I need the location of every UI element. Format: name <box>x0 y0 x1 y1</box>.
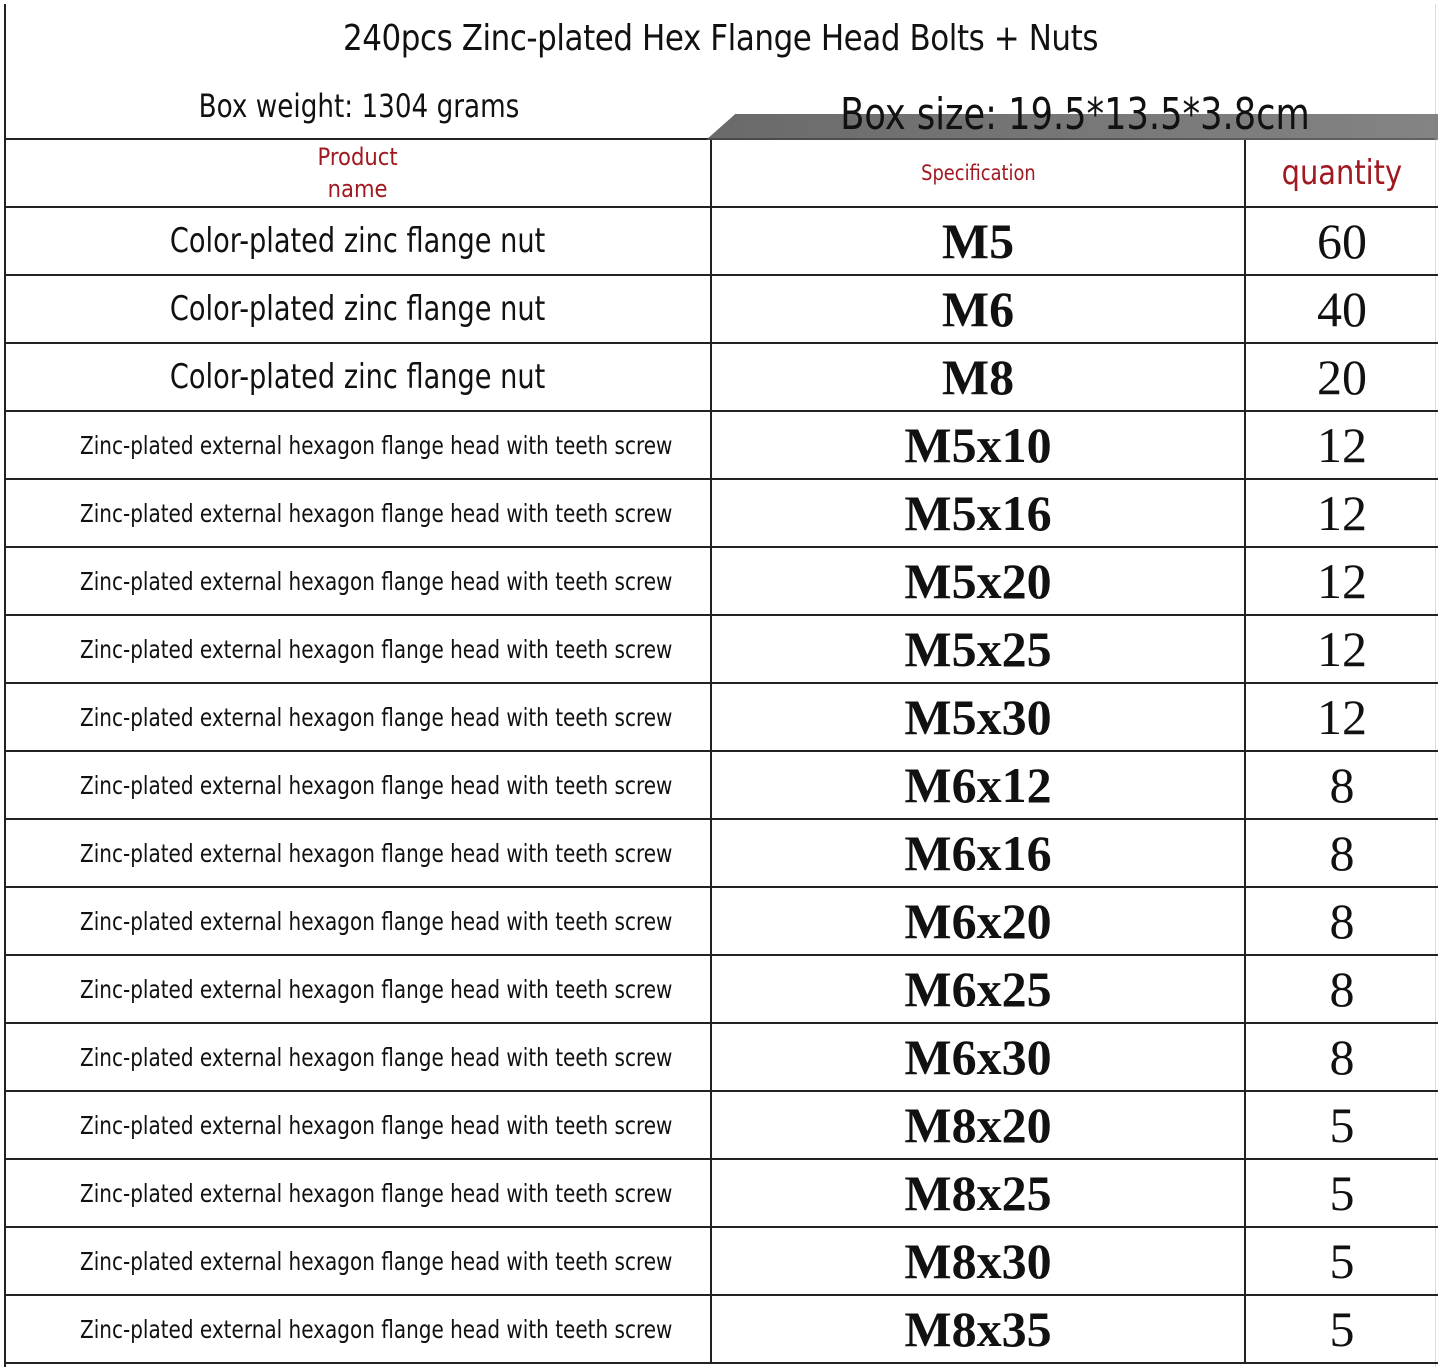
specification-text: M8x20 <box>904 1097 1052 1153</box>
quantity-text: 5 <box>1329 1301 1355 1357</box>
cell-specification <box>711 1227 1245 1295</box>
cell-specification <box>711 615 1245 683</box>
table-row <box>6 479 1438 547</box>
cell-product-name <box>6 1159 711 1227</box>
quantity-text: 8 <box>1329 961 1355 1017</box>
cell-product-name <box>6 955 711 1023</box>
cell-specification <box>711 479 1245 547</box>
header-specification: Specification <box>711 140 1245 207</box>
cell-quantity <box>1245 275 1438 343</box>
table-row <box>6 275 1438 343</box>
specification-text: M6x25 <box>904 961 1052 1017</box>
quantity-text: 12 <box>1317 485 1367 541</box>
spec-sheet <box>4 4 1436 1367</box>
header-quantity: quantity <box>1245 140 1438 207</box>
quantity-text: 12 <box>1317 621 1367 677</box>
table-row <box>6 1023 1438 1091</box>
cell-quantity <box>1245 1159 1438 1227</box>
product-name-text: Zinc-plated external hexagon flange head with teeth screw <box>80 430 673 460</box>
specification-text: M6x12 <box>904 757 1052 813</box>
product-name-text: Zinc-plated external hexagon flange head with teeth screw <box>80 566 673 596</box>
specification-text: M8x25 <box>904 1165 1052 1221</box>
cell-specification <box>711 1091 1245 1159</box>
cell-product-name <box>6 275 711 343</box>
product-name-text: Zinc-plated external hexagon flange head with teeth screw <box>80 838 673 868</box>
cell-product-name <box>6 343 711 411</box>
cell-quantity <box>1245 411 1438 479</box>
cell-specification <box>711 343 1245 411</box>
cell-quantity <box>1245 819 1438 887</box>
product-table <box>6 140 1438 1364</box>
cell-quantity <box>1245 1227 1438 1295</box>
cell-quantity <box>1245 955 1438 1023</box>
product-name-text: Zinc-plated external hexagon flange head with teeth screw <box>80 1314 673 1344</box>
cell-quantity <box>1245 343 1438 411</box>
table-row <box>6 547 1438 615</box>
cell-specification <box>711 411 1245 479</box>
specification-text: M6 <box>941 281 1015 337</box>
table-row <box>6 1295 1438 1363</box>
quantity-text: 12 <box>1317 417 1367 473</box>
cell-product-name <box>6 1091 711 1159</box>
cell-product-name <box>6 479 711 547</box>
product-name-text: Color-plated zinc flange nut <box>170 221 546 261</box>
cell-quantity <box>1245 1023 1438 1091</box>
table-row <box>6 887 1438 955</box>
cell-product-name <box>6 615 711 683</box>
quantity-text: 8 <box>1329 757 1355 813</box>
specification-text: M5x16 <box>904 485 1052 541</box>
table-row <box>6 1091 1438 1159</box>
table-row <box>6 955 1438 1023</box>
cell-quantity <box>1245 207 1438 275</box>
specification-text: M5 <box>941 213 1015 269</box>
product-name-text: Zinc-plated external hexagon flange head with teeth screw <box>80 1246 673 1276</box>
cell-quantity <box>1245 1091 1438 1159</box>
quantity-text: 8 <box>1329 1029 1355 1085</box>
quantity-text: 40 <box>1317 281 1367 337</box>
product-name-text: Zinc-plated external hexagon flange head with teeth screw <box>80 634 673 664</box>
cell-quantity <box>1245 479 1438 547</box>
header-product-name <box>6 140 711 207</box>
header-product-name-line2: name <box>328 175 388 203</box>
page-title: 240pcs Zinc-plated Hex Flange Head Bolts + Nuts <box>342 17 1099 59</box>
specification-text: M5x30 <box>904 689 1052 745</box>
product-name-text: Zinc-plated external hexagon flange head with teeth screw <box>80 1110 673 1140</box>
specification-text: M5x10 <box>904 417 1052 473</box>
table-row <box>6 411 1438 479</box>
cell-quantity <box>1245 683 1438 751</box>
quantity-text: 5 <box>1329 1165 1355 1221</box>
specification-text: M6x16 <box>904 825 1052 881</box>
header-product-name-line1: Product <box>317 143 399 171</box>
table-row <box>6 615 1438 683</box>
cell-specification <box>711 955 1245 1023</box>
specification-text: M8x35 <box>904 1301 1052 1357</box>
product-name-text: Zinc-plated external hexagon flange head with teeth screw <box>80 770 673 800</box>
table-row <box>6 683 1438 751</box>
table-row <box>6 207 1438 275</box>
specification-text: M5x20 <box>904 553 1052 609</box>
cell-product-name <box>6 1023 711 1091</box>
table-row <box>6 819 1438 887</box>
cell-quantity <box>1245 1295 1438 1363</box>
cell-specification <box>711 275 1245 343</box>
specification-text: M8 <box>941 349 1015 405</box>
cell-product-name <box>6 1227 711 1295</box>
specification-text: M6x20 <box>904 893 1052 949</box>
table-row <box>6 1159 1438 1227</box>
product-name-text: Zinc-plated external hexagon flange head with teeth screw <box>80 906 673 936</box>
product-name-text: Color-plated zinc flange nut <box>170 289 546 329</box>
cell-quantity <box>1245 887 1438 955</box>
product-name-text: Zinc-plated external hexagon flange head with teeth screw <box>80 498 673 528</box>
specification-text: M5x25 <box>904 621 1052 677</box>
product-name-text: Color-plated zinc flange nut <box>170 357 546 397</box>
cell-specification <box>711 1295 1245 1363</box>
box-weight-label: Box weight: 1304 grams <box>198 87 520 125</box>
cell-product-name <box>6 887 711 955</box>
cell-specification <box>711 683 1245 751</box>
cell-product-name <box>6 411 711 479</box>
cell-specification <box>711 547 1245 615</box>
quantity-text: 8 <box>1329 893 1355 949</box>
product-name-text: Zinc-plated external hexagon flange head with teeth screw <box>80 1178 673 1208</box>
cell-specification <box>711 887 1245 955</box>
table-row <box>6 343 1438 411</box>
quantity-text: 12 <box>1317 689 1367 745</box>
cell-specification <box>711 751 1245 819</box>
cell-product-name <box>6 683 711 751</box>
cell-product-name <box>6 547 711 615</box>
table-row <box>6 1227 1438 1295</box>
cell-product-name <box>6 751 711 819</box>
table-header-row <box>6 140 1438 207</box>
box-size-label: Box size: 19.5*13.5*3.8cm <box>840 89 1310 140</box>
cell-quantity <box>1245 547 1438 615</box>
cell-specification <box>711 819 1245 887</box>
cell-quantity <box>1245 615 1438 683</box>
cell-product-name <box>6 1295 711 1363</box>
specification-text: M8x30 <box>904 1233 1052 1289</box>
quantity-text: 12 <box>1317 553 1367 609</box>
cell-specification <box>711 207 1245 275</box>
cell-specification <box>711 1023 1245 1091</box>
product-name-text: Zinc-plated external hexagon flange head with teeth screw <box>80 1042 673 1072</box>
cell-specification <box>711 1159 1245 1227</box>
cell-quantity <box>1245 751 1438 819</box>
quantity-text: 5 <box>1329 1233 1355 1289</box>
product-name-text: Zinc-plated external hexagon flange head with teeth screw <box>80 974 673 1004</box>
quantity-text: 20 <box>1317 349 1367 405</box>
table-row <box>6 751 1438 819</box>
box-info-row <box>6 72 1435 140</box>
quantity-text: 8 <box>1329 825 1355 881</box>
quantity-text: 5 <box>1329 1097 1355 1153</box>
cell-product-name <box>6 819 711 887</box>
product-name-text: Zinc-plated external hexagon flange head with teeth screw <box>80 702 673 732</box>
specification-text: M6x30 <box>904 1029 1052 1085</box>
cell-product-name <box>6 207 711 275</box>
quantity-text: 60 <box>1317 213 1367 269</box>
